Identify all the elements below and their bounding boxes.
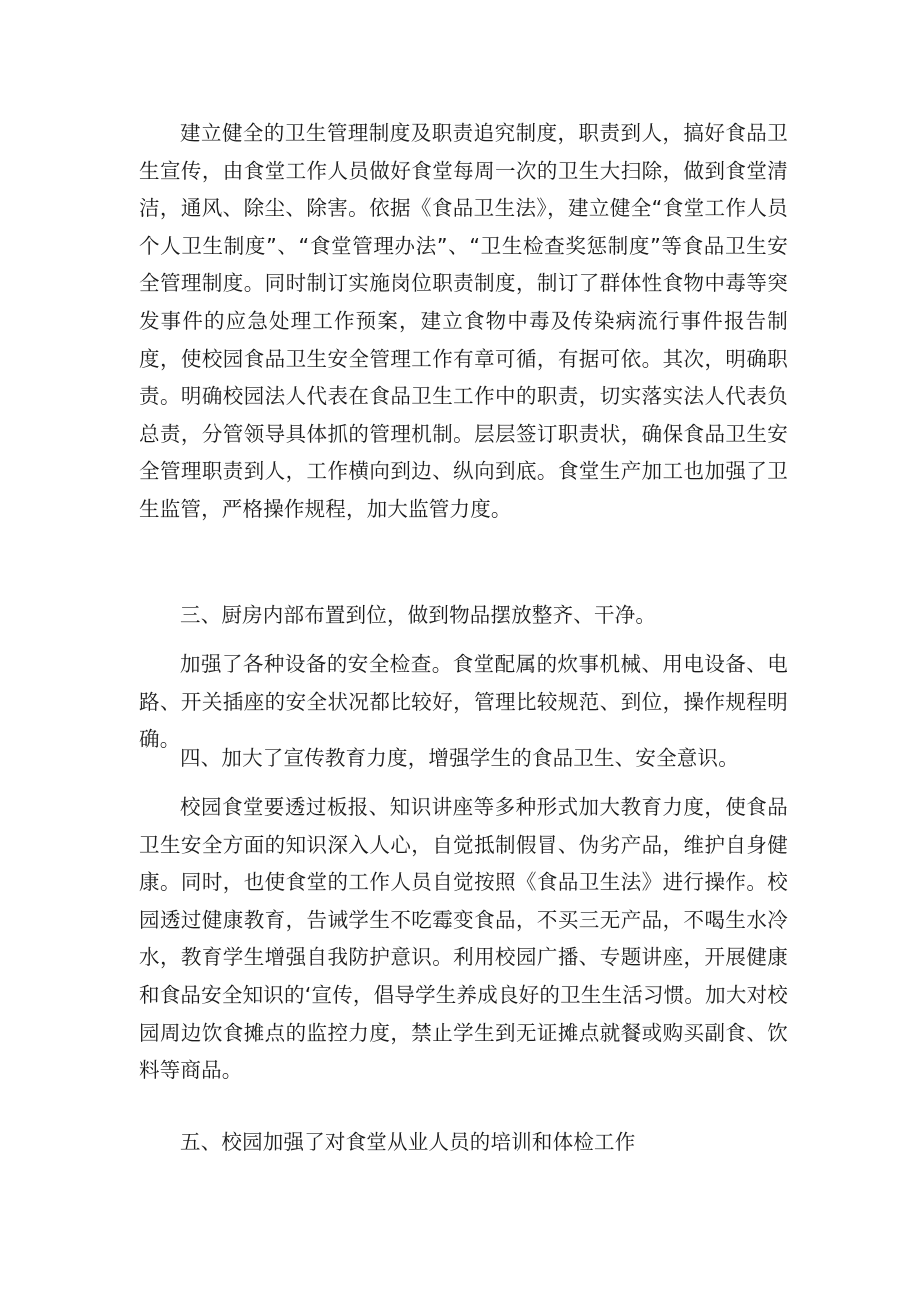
section-heading-education: 四、加大了宣传教育力度，增强学生的食品卫生、安全意识。: [180, 746, 739, 770]
paragraph-management-system: 建立健全的卫生管理制度及职责追究制度，职责到人，搞好食品卫生宣传，由食堂工作人员做好食堂每周一次的卫生大扫除，做到食堂清洁，通风、除尘、除害。依据《食品卫生法》，建立健全“食堂工作人员个人卫生制度”、“食堂管理办法”、“卫生检查奖惩制度”等食品卫生安全管理制度。同时制订实施岗位职责制度，制订了群体性食物中毒等突发事件的应急处理工作预案，建立食物中毒及传染病流行事件报告制度，使校园食品卫生安全管理工作有章可循，有据可依。其次，明确职责。明确校园法人代表在食品卫生工作中的职责，切实落实法人代表负总责，分管领导具体抓的管理机制。层层签订职责状，确保食品卫生安全管理职责到人，工作横向到边、纵向到底。食堂生产加工也加强了卫生监管，严格操作规程，加大监管力度。: [139, 121, 788, 521]
paragraph-education-detail: 校园食堂要透过板报、知识讲座等多种形式加大教育力度，使食品卫生安全方面的知识深入人心，自觉抵制假冒、伪劣产品，维护自身健康。同时，也使食堂的工作人员自觉按照《食品卫生法》进行操作。校园透过健康教育，告诫学生不吃霉变食品，不买三无产品，不喝生水冷水，教育学生增强自我防护意识。利用校园广播、专题讲座，开展健康和食品安全知识的‘宣传，倡导学生养成良好的卫生生活习惯。加大对校园周边饮食摊点的监控力度，禁止学生到无证摊点就餐或购买副食、饮料等商品。: [139, 795, 788, 1083]
section-heading-kitchen-layout: 三、厨房内部布置到位，做到物品摆放整齐、干净。: [180, 603, 657, 627]
paragraph-equipment-safety: 加强了各种设备的安全检查。食堂配属的炊事机械、用电设备、电路、开关插座的安全状况都比较好，管理比较规范、到位，操作规程明确。: [139, 652, 788, 752]
section-heading-staff-training: 五、校园加强了对食堂从业人员的培训和体检工作: [180, 1130, 636, 1154]
